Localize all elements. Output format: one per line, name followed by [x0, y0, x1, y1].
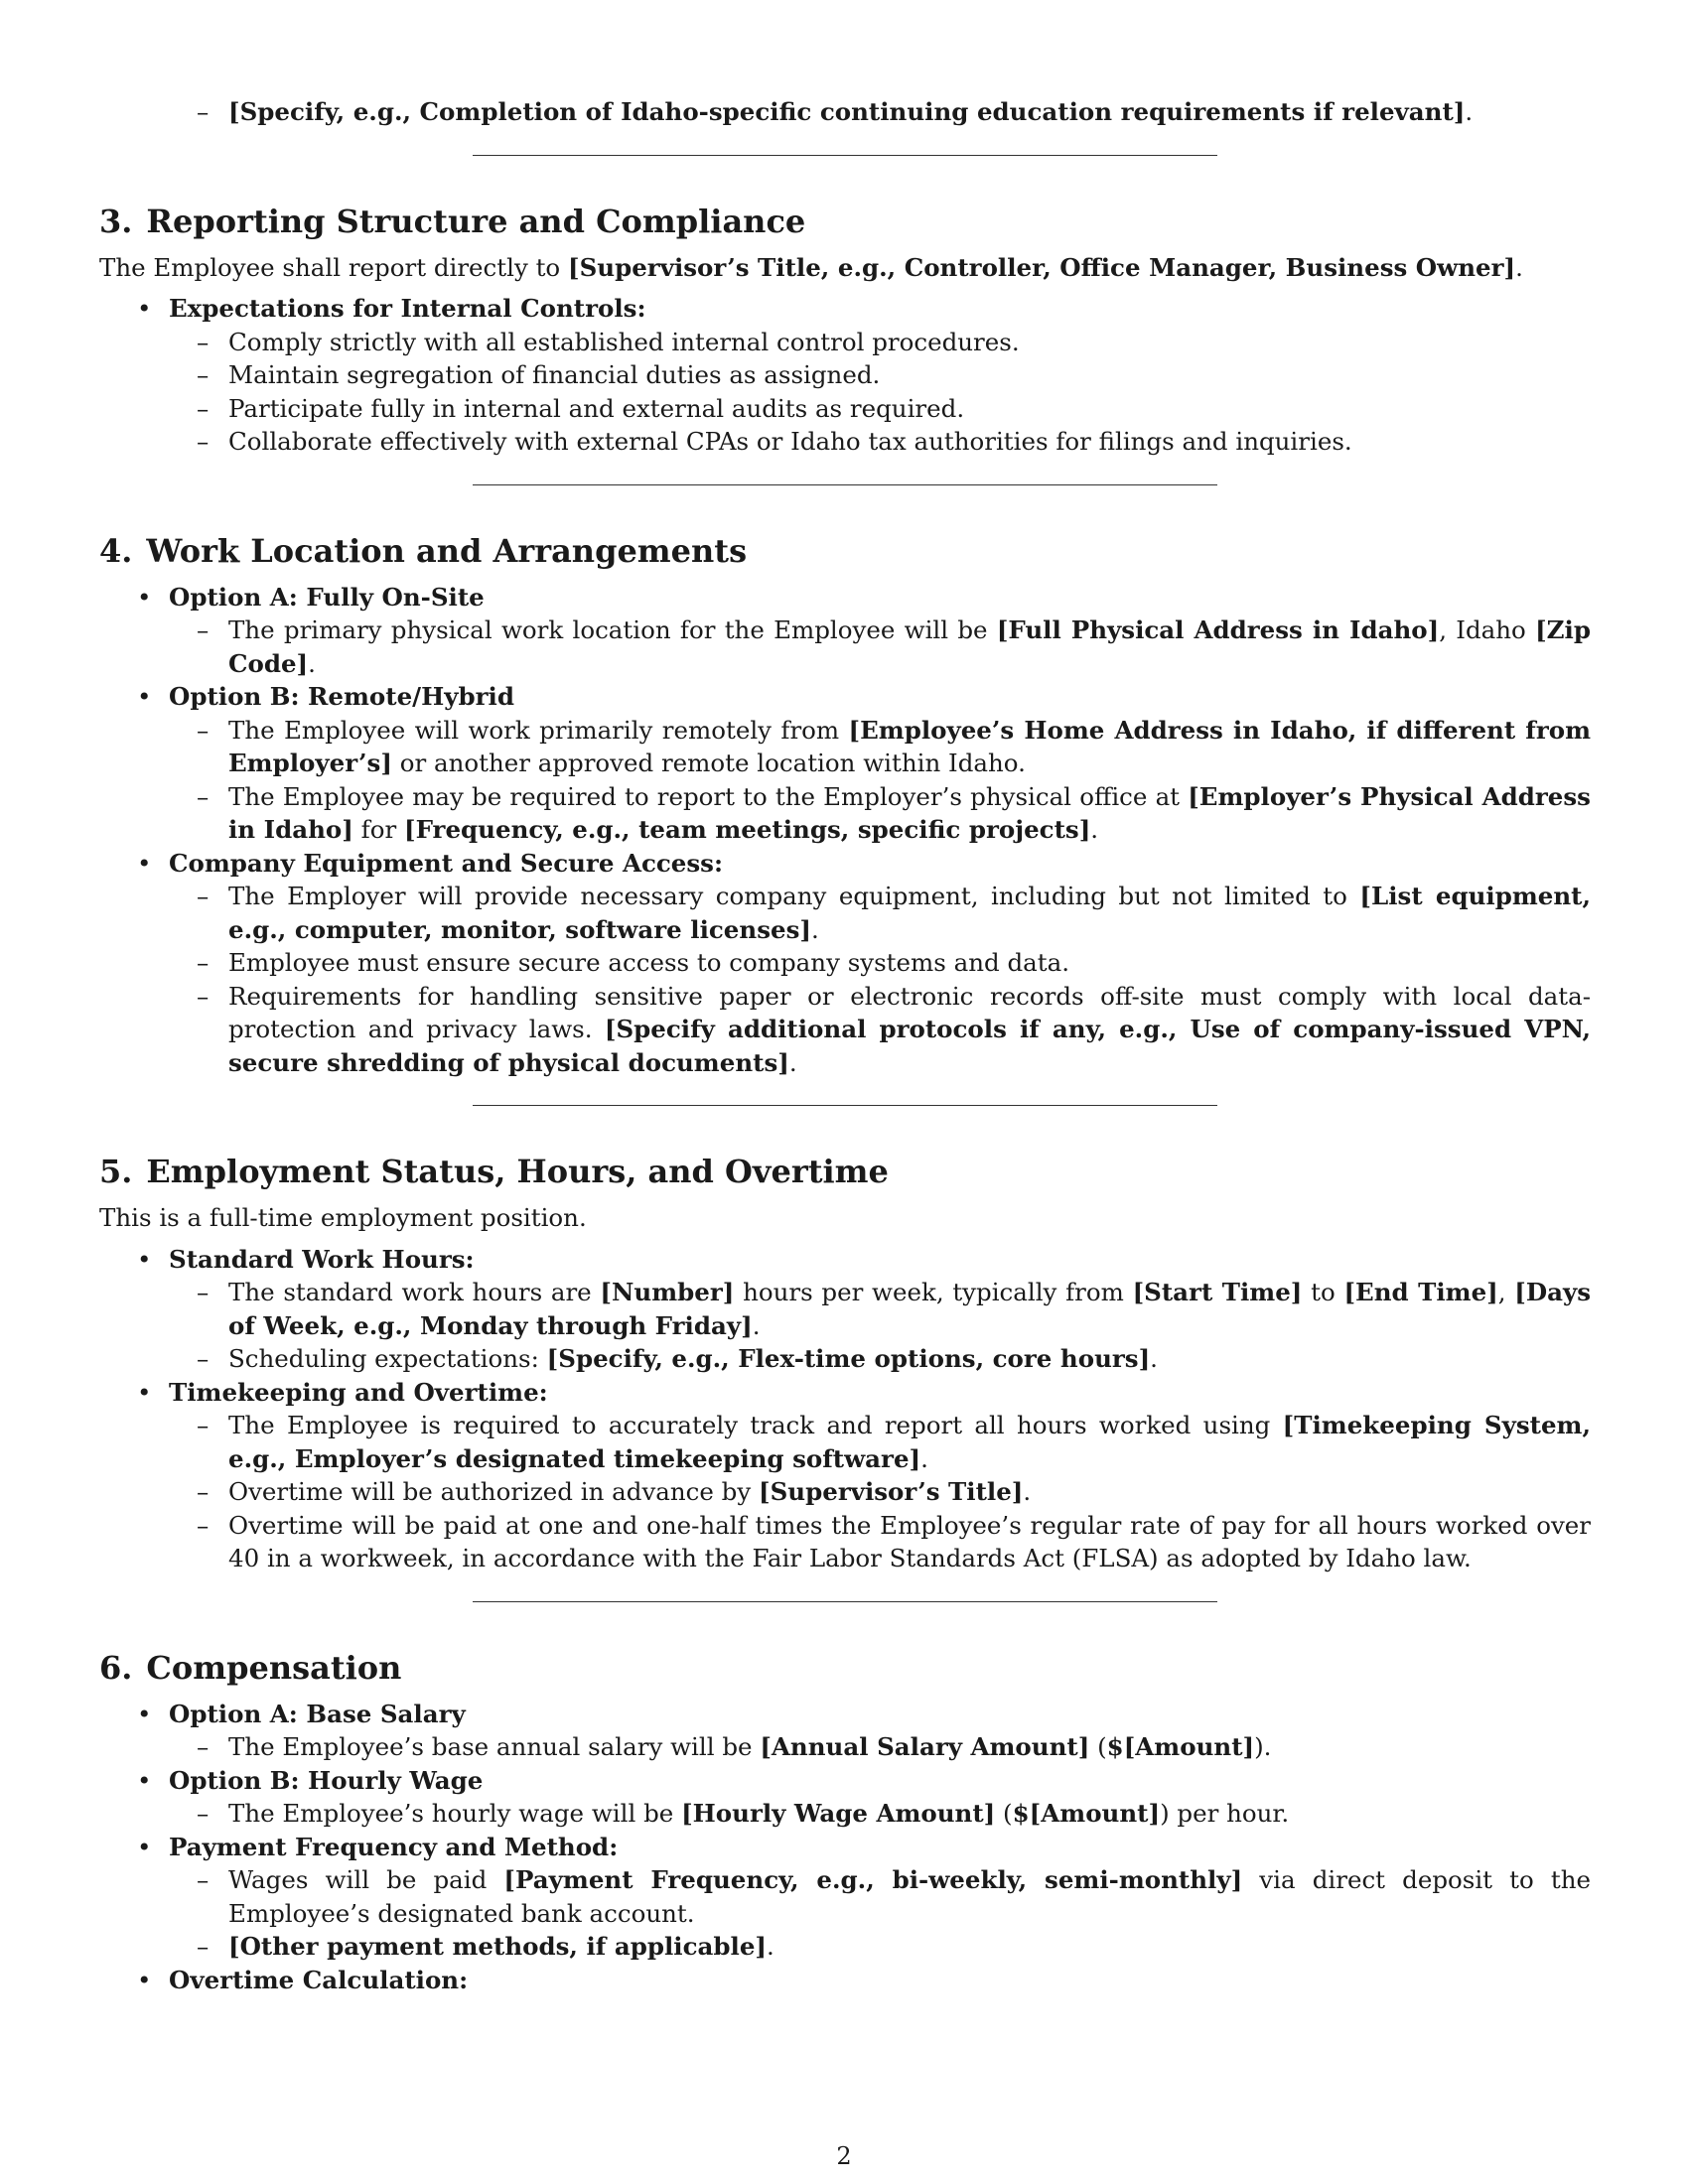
list-item: – The Employee may be required to report to the Employer’s physical office at [Employer’s Physical Address in Idaho] for [Frequency, e.g., team meetings, specific projects]. — [197, 781, 1591, 844]
list-item: – Collaborate effectively with external CPAs or Idaho tax authorities for filings and inquiries. — [197, 427, 1352, 456]
list-item: – The primary physical work location for the Employee will be [Full Physical Address in Idaho], Idaho [Zip Code]. — [197, 615, 1591, 678]
section-5-paragraph: This is a full-time employment position. — [99, 1203, 587, 1232]
list-item: – The standard work hours are [Number] hours per week, typically from [Start Time] to [End Time], [Days of Week, e.g., Monday through Friday]. — [197, 1278, 1592, 1340]
section-3-list — [99, 292, 1591, 459]
section-4-list — [99, 581, 1591, 1080]
list-item: • Option A: Base Salary – The Employee’s base annual salary will be [Annual Salary Amount] ($[Amount]). — [99, 1698, 1591, 1764]
section-5-heading: 5. Employment Status, Hours, and Overtime — [99, 1153, 889, 1190]
list-item: – The Employee’s base annual salary will be [Annual Salary Amount] ($[Amount]). — [197, 1732, 1272, 1761]
section-4-heading: 4. Work Location and Arrangements — [99, 531, 748, 570]
list-item: • Standard Work Hours: – The standard work hours are [Number] hours per week, typically from [Start Time] to [End Time], [Days of Week, e.g., Monday through Friday]. – Scheduling expectations: [Specify, e.g., Flex-time options, core hours]. — [99, 1243, 1591, 1376]
list-item: – The Employer will provide necessary company equipment, including but not limited to [List equipment, e.g., computer, monitor, software licenses]. — [197, 882, 1592, 944]
section-6-list — [99, 1698, 1591, 1997]
section-3-paragraph: The Employee shall report directly to [Supervisor’s Title, e.g., Controller, Office Manager, Business Owner]. — [99, 252, 1523, 282]
list-item: – Overtime will be authorized in advance by [Supervisor’s Title]. — [197, 1477, 1032, 1506]
list-item: – [Specify, e.g., Completion of Idaho-specific continuing education requirements if relevant]. — [197, 97, 1474, 126]
list-item: – Scheduling expectations: [Specify, e.g., Flex-time options, core hours]. — [197, 1344, 1158, 1373]
carryover-list — [169, 95, 1591, 129]
list-item: • Overtime Calculation: — [137, 1965, 469, 1994]
document-page — [99, 95, 1591, 1996]
list-item: – Overtime will be paid at one and one-half times the Employee’s regular rate of pay for all hours worked over 40 in a workweek, in accordance with the Fair Labor Standards Act (FLSA) as adopted by Idaho law. — [197, 1510, 1591, 1572]
list-item: – The Employee will work primarily remotely from [Employee’s Home Address in Idaho, if different from Employer’s] or another approved remote location within Idaho. — [197, 715, 1591, 777]
list-item: • Option B: Remote/Hybrid – The Employee will work primarily remotely from [Employee’s Home Address in Idaho, if different from Employer’s] or another approved remote location within Idaho. – The Employee may be required to report to the Employer’s physical office at [Employer’s Physical Address in Idaho] for [Frequency, e.g., team meetings, specific projects]. — [99, 680, 1591, 847]
list-item: • Expectations for Internal Controls: – Comply strictly with all established internal control procedures. – Maintain segregation of financial duties as assigned. – Participate fully in internal and external audits as required. – Collaborate effectively with external CPAs or Idaho tax authorities for filings and inquiries. — [99, 292, 1591, 459]
section-6-heading: 6. Compensation — [99, 1648, 402, 1687]
list-item: • Payment Frequency and Method: – Wages will be paid [Payment Frequency, e.g., bi-weekly, semi-monthly] via direct deposit to the Employee’s designated bank account. – [Other payment methods, if applicable]. — [99, 1831, 1591, 1964]
list-item: – Maintain segregation of financial duties as assigned. — [197, 360, 881, 389]
list-item: • Option A: Fully On-Site – The primary physical work location for the Employee will be [Full Physical Address in Idaho], Idaho [Zip Code]. — [99, 581, 1591, 681]
list-item: – [Other payment methods, if applicable]. — [197, 1932, 774, 1961]
list-item: – Employee must ensure secure access to company systems and data. — [197, 948, 1070, 977]
list-item: • Timekeeping and Overtime: – The Employee is required to accurately track and report all hours worked using [Timekeeping System, e.g., Employer’s designated timekeeping software]. – Overtime will be authorized in advance by [Supervisor’s Title]. – Overtime will be paid at one and one-half times the Employee’s regular rate of pay for all hours worked over 40 in a workweek, in accordance with the Fair Labor Standards Act (FLSA) as adopted by Idaho law. — [99, 1376, 1591, 1575]
list-item: – Requirements for handling sensitive paper or electronic records off-site must comply with local data-protection and privacy laws. [Specify additional protocols if any, e.g., Use of company-issued VPN, secure shredding of physical documents]. — [197, 981, 1591, 1077]
section-3-heading: 3. Reporting Structure and Compliance — [99, 202, 806, 240]
page-number: 2 — [836, 2142, 852, 2170]
list-item: • Company Equipment and Secure Access: – The Employer will provide necessary company equipment, including but not limited to [List equipment, e.g., computer, monitor, software licenses]. – Employee must ensure secure access to company systems and data. – Requirements for handling sensitive paper or electronic records off-site must comply with local data-protection and privacy laws. [Specify additional protocols if any, e.g., Use of company-issued VPN, secure shredding of physical documents]. — [99, 847, 1591, 1080]
list-item: – The Employee is required to accurately track and report all hours worked using [Timekeeping System, e.g., Employer’s designated timekeeping software]. — [197, 1411, 1591, 1473]
list-item: • Option B: Hourly Wage – The Employee’s hourly wage will be [Hourly Wage Amount] ($[Amount]) per hour. — [99, 1764, 1591, 1831]
list-item: – Participate fully in internal and external audits as required. — [197, 393, 965, 423]
section-5-list — [99, 1243, 1591, 1575]
list-item: – Wages will be paid [Payment Frequency, e.g., bi-weekly, semi-monthly] via direct deposit to the Employee’s designated bank account. — [197, 1865, 1591, 1928]
list-item: – The Employee’s hourly wage will be [Hourly Wage Amount] ($[Amount]) per hour. — [197, 1799, 1290, 1828]
list-item: – Comply strictly with all established internal control procedures. — [197, 327, 1020, 356]
